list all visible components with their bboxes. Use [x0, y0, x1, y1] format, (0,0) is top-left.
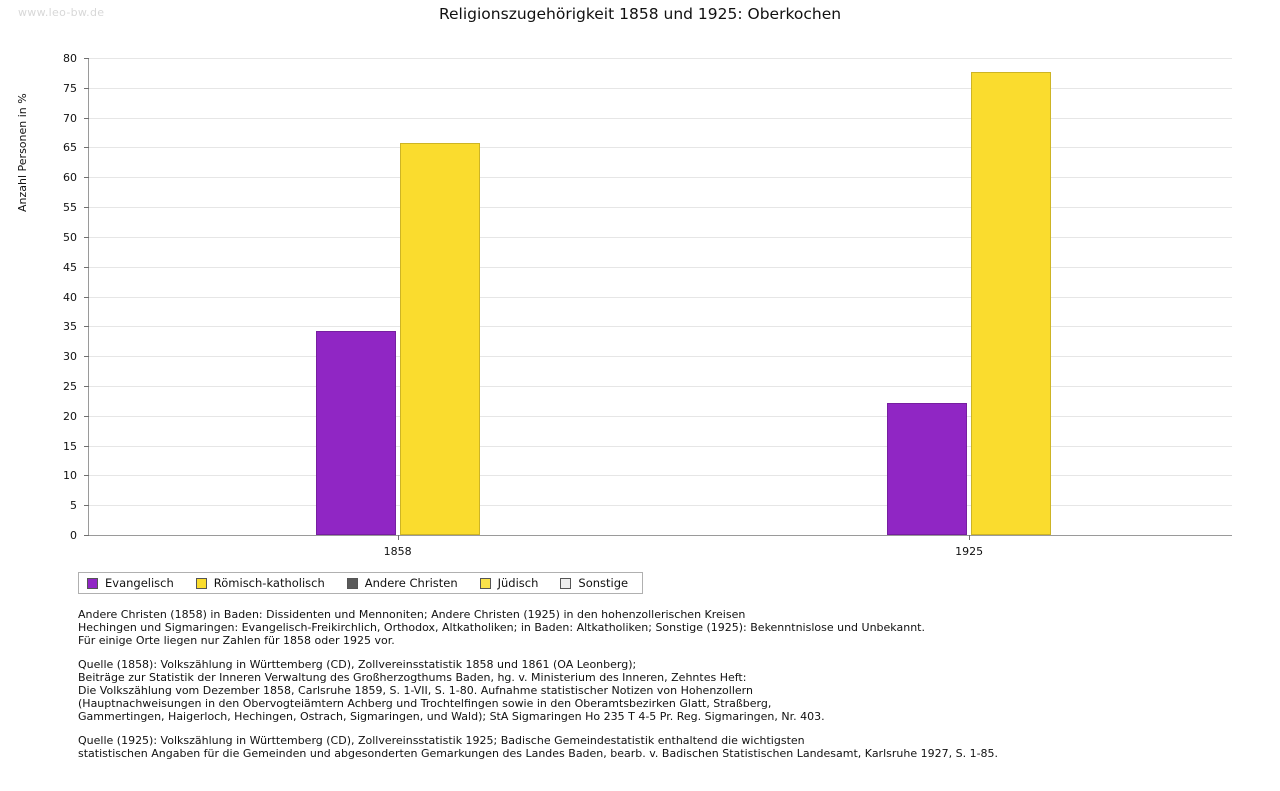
y-tick-mark: [84, 386, 89, 387]
bar-1925-evangelisch: [887, 403, 967, 535]
note-line: Hechingen und Sigmaringen: Evangelisch-Freikirchlich, Orthodox, Altkatholiken; in Baden: Altkatholiken; Sonstige (1925): Bekenntnislose und Unbekannt.: [78, 621, 925, 634]
gridline: [89, 356, 1232, 357]
plot-inner: [63, 52, 1232, 558]
legend-item-r-misch-katholisch[interactable]: [196, 576, 325, 590]
y-tick-label: 35: [63, 320, 77, 334]
y-tick-label: 70: [63, 111, 77, 125]
legend-swatch-icon: [480, 578, 491, 589]
bar-1925-r-misch-katholisch: [971, 72, 1051, 535]
y-tick-mark: [84, 416, 89, 417]
legend-swatch-icon: [87, 578, 98, 589]
legend-swatch-icon: [196, 578, 207, 589]
gridline: [89, 267, 1232, 268]
chart-title: Religionszugehörigkeit 1858 und 1925: Oberkochen: [438, 5, 842, 23]
y-tick-label: 45: [63, 260, 77, 274]
note-line: Für einige Orte liegen nur Zahlen für 1858 oder 1925 vor.: [78, 634, 395, 647]
y-tick-label: 60: [63, 171, 77, 185]
legend-item-sonstige[interactable]: [560, 576, 628, 590]
note-block-source-1858: [78, 658, 1258, 723]
y-tick-mark: [84, 356, 89, 357]
legend-swatch-icon: [347, 578, 358, 589]
y-tick-label: 80: [63, 52, 77, 65]
y-tick-mark: [84, 535, 89, 536]
y-tick-label: 40: [63, 290, 77, 304]
plot-area: [63, 52, 1232, 558]
y-tick-label: 0: [70, 529, 77, 542]
chart-legend: [78, 572, 643, 594]
note-line: statistischen Angaben für die Gemeinden und abgesonderten Gemarkungen des Landes Baden, bearb. v. Badischen Statistischen Landesamt, Karlsruhe 1927, S. 1-85.: [78, 747, 999, 760]
gridline: [89, 58, 1232, 59]
note-block-source-1925: [78, 734, 1258, 760]
bar-1858-evangelisch: [316, 331, 396, 536]
gridline: [89, 326, 1232, 327]
gridline: [89, 237, 1232, 238]
gridline: [89, 177, 1232, 178]
y-tick-mark: [84, 88, 89, 89]
gridline: [89, 147, 1232, 148]
y-tick-label: 25: [63, 379, 77, 393]
y-tick-mark: [84, 207, 89, 208]
gridline: [89, 386, 1232, 387]
site-watermark: www.leo-bw.de: [18, 6, 105, 19]
x-tick-mark: [398, 535, 399, 540]
y-tick-mark: [84, 177, 89, 178]
legend-label: Evangelisch: [105, 576, 174, 590]
y-tick-mark: [84, 237, 89, 238]
note-line: Beiträge zur Statistik der Inneren Verwaltung des Großherzogthums Baden, hg. v. Ministerium des Inneren, Zehntes Heft:: [78, 671, 747, 684]
y-tick-label: 15: [63, 439, 77, 453]
legend-label: Römisch-katholisch: [213, 576, 325, 590]
note-line: Quelle (1925): Volkszählung in Württemberg (CD), Zollvereinsstatistik 1925; Badische Gemeindestatistik enthaltend die wichtigsten: [78, 734, 805, 747]
gridline: [89, 416, 1232, 417]
legend-item-evangelisch[interactable]: [87, 576, 174, 590]
y-tick-mark: [84, 58, 89, 59]
y-tick-mark: [84, 475, 89, 476]
note-line: Andere Christen (1858) in Baden: Dissidenten und Mennoniten; Andere Christen (1925) in den hohenzollerischen Kreisen: [78, 608, 746, 621]
gridline: [89, 446, 1232, 447]
note-block-definitions: [78, 608, 1258, 647]
y-tick-mark: [84, 326, 89, 327]
legend-item-andere-christen[interactable]: [347, 576, 458, 590]
y-tick-label: 55: [63, 201, 77, 215]
y-tick-label: 20: [63, 409, 77, 423]
bar-1858-r-misch-katholisch: [400, 143, 480, 535]
y-tick-mark: [84, 147, 89, 148]
y-tick-mark: [84, 118, 89, 119]
gridline: [89, 118, 1232, 119]
note-line: (Hauptnachweisungen in den Obervogteiämtern Achberg und Trochtelfingen sowie in den Oberamtsbezirken Glatt, Straßberg,: [78, 697, 772, 710]
legend-label: Sonstige: [578, 576, 629, 590]
x-tick-mark: [969, 535, 970, 540]
y-tick-mark: [84, 297, 89, 298]
y-tick-label: 50: [63, 230, 77, 244]
legend-item-j-disch[interactable]: [480, 576, 539, 590]
note-line: Gammertingen, Haigerloch, Hechingen, Ostrach, Sigmaringen, und Wald); StA Sigmaringen Ho 235 T 4-5 Pr. Reg. Sigmaringen, Nr. 403.: [78, 710, 825, 723]
legend-label: Jüdisch: [497, 576, 539, 590]
y-tick-label: 65: [63, 141, 77, 155]
x-tick-label: 1858: [383, 545, 412, 558]
gridline: [89, 207, 1232, 208]
y-tick-label: 30: [63, 350, 77, 364]
gridline: [89, 297, 1232, 298]
y-tick-mark: [84, 505, 89, 506]
x-tick-label: 1925: [955, 545, 984, 558]
y-tick-label: 10: [63, 469, 77, 483]
y-tick-mark: [84, 267, 89, 268]
note-line: Quelle (1858): Volkszählung in Württemberg (CD), Zollvereinsstatistik 1858 und 1861 (OA Leonberg);: [78, 658, 637, 671]
legend-label: Andere Christen: [364, 576, 458, 590]
chart-notes: [78, 608, 1258, 760]
gridline: [89, 88, 1232, 89]
gridline: [89, 505, 1232, 506]
y-tick-mark: [84, 446, 89, 447]
legend-swatch-icon: [560, 578, 571, 589]
gridline: [89, 475, 1232, 476]
y-tick-label: 75: [63, 81, 77, 95]
note-line: Die Volkszählung vom Dezember 1858, Carlsruhe 1859, S. 1-VII, S. 1-80. Aufnahme statistischer Notizen von Hohenzollern: [78, 684, 753, 697]
y-axis-title: Anzahl Personen in %: [16, 93, 29, 212]
y-tick-label: 5: [70, 499, 77, 513]
